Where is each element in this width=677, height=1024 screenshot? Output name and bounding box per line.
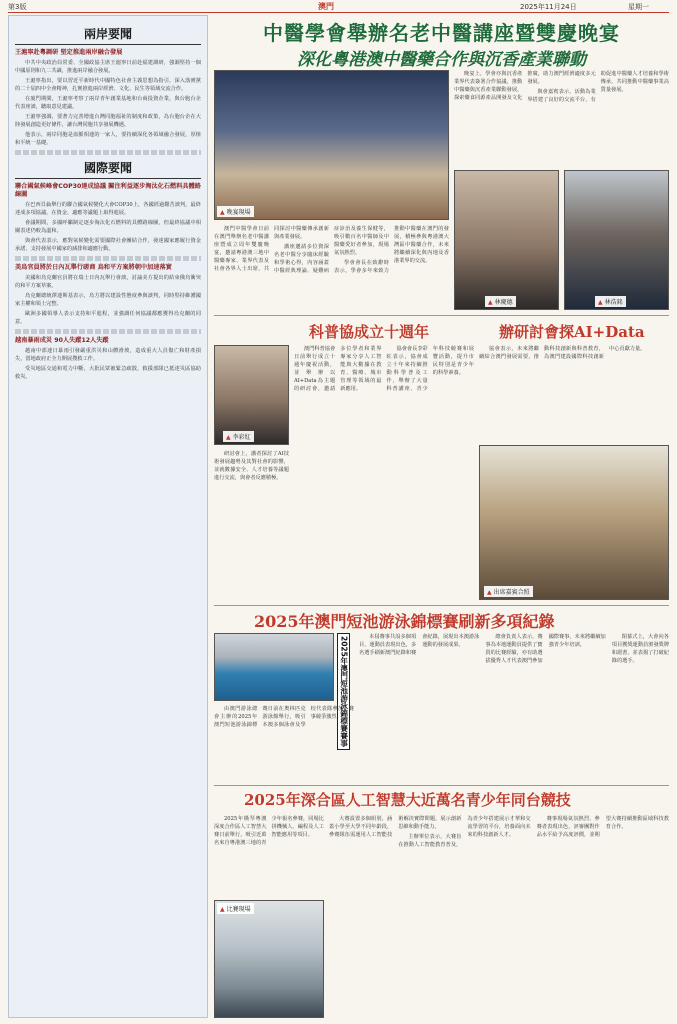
paragraph: 在巴西貝倫舉行的聯合國氣候變化大會COP30上，各國經過艱苦談判，最終達成多項協議，在資金、適應等議題上取得進展。 [15, 201, 201, 216]
paragraph: 與會嘉賓表示，活動為業界搭建了良好的交流平台，有助促進中醫藥人才培養和學術傳承，共同推動中醫藥事業高質量發展。 [527, 71, 669, 104]
paragraph: 賽事現場氣氛熱烈，參賽者表現出色，評審團對作品水平給予高度評價，並期望大賽持續推動區域科技教育合作。 [536, 816, 669, 839]
swimming-story-text-a [214, 705, 354, 780]
paragraph: 晚宴上，學會亦與沉香產業界代表簽署合作協議，推動中醫藥與沉香產業聯動發展，探索藥食同源產品開發及文化推廣，助力澳門經濟適度多元發展。 [454, 71, 596, 102]
li-caihong-photo: ▲ 李彩紅 [214, 345, 289, 445]
paragraph: 協會會長李彩紅表示，協會成立十年來持續推動科學普及工作，舉辦了大量科普講座、青少年科技競賽和展覽活動，提升市民特別是青少年的科學素養。 [386, 346, 474, 393]
swimming-vertical-label: 2025年澳門短池游泳錦標賽賽事 [337, 633, 350, 750]
us-ukraine-body [15, 274, 201, 326]
tcm-story-text-b [454, 70, 669, 165]
text-filler [15, 329, 201, 334]
lin-haoming-photo: ▲ 林浩銘 [564, 170, 669, 310]
paragraph: 研討會上，講者探討了AI技術發展趨勢及其對社會的影響，並就數據安全、人才培養等議題進行交流，與會者反應積極。 [214, 451, 289, 482]
ai-contest-headline: 2025年深合區人工智慧大近萬名青少年同台競技 [244, 791, 571, 809]
paragraph: 由澳門游泳總會主辦的2025年澳門短池游泳錦標賽日前在奧林匹克游泳館舉行，吸引本澳多個泳會及學校代表隊參加，賽事競爭激烈。 [214, 706, 354, 729]
paragraph: 主辦單位表示，大賽旨在推動人工智能教育普及，為青少年搭建展示才華和交流學習的平台，培養面向未來的科技創新人才。 [398, 816, 531, 849]
swimming-story-text-b [359, 633, 669, 780]
paragraph: 越南中部連日暴雨引發嚴重洪災和山體滑坡，造成重大人員傷亡和財產損失，當地政府正全力開展搜救工作。 [15, 348, 201, 363]
paragraph: 歐洲多國領導人表示支持和平進程，並強調任何協議都應獲得烏克蘭的同意。 [15, 311, 201, 326]
dinner-photo: ▲ 晚宴現場 [214, 70, 449, 220]
newspaper-logo: 澳門 [318, 2, 334, 11]
cross-strait-title: 兩岸要聞 [15, 25, 201, 45]
science-story-text-a [294, 345, 474, 600]
science-story-text-c [479, 345, 669, 440]
swimming-photo [214, 633, 334, 701]
paragraph: 2025年橫琴粵澳深度合作區人工智慧大賽日前舉行，吸引近萬名來自粵港澳三地的青少年報名參賽，同場比拼機械人、編程及人工智能應用等項目。 [214, 816, 324, 847]
paragraph: 學會會長在致辭時表示，學會多年來致力推動中醫藥在澳門的發展，積極參與粵港澳大灣區中醫藥合作，未來將繼續深化與內地及香港業界的交流。 [334, 226, 449, 275]
contest-photo: ▲ 比賽現場 [214, 900, 324, 1018]
issue-weekday: 星期一 [628, 3, 649, 11]
paragraph: 總會負責人表示，賽事為本地運動員提供了寶貴的比賽經驗，亦有助選拔優秀人才代表澳門參加國際賽事，未來將繼續加強青少年培訓。 [485, 634, 606, 665]
cop30-headline: 聯合國氣候峰會COP30達成協議 關注利益逐步淘汰化石燃料具體路線圖 [15, 183, 201, 199]
paragraph: 本屆賽事共設多個項目，運動員表現出色，多名選手刷新澳門紀錄和賽會紀錄，展現出本澳游泳運動的發展成果。 [359, 634, 480, 657]
divider [214, 605, 669, 606]
main-news-area [214, 15, 669, 1018]
cross-strait-body [15, 59, 201, 148]
paragraph: 美國和烏克蘭官員將在瑞士日內瓦舉行會談，討論美方提出的結束俄烏衝突的和平方案草案。 [15, 275, 201, 290]
lin-qingde-photo: ▲ 林慶德 [454, 170, 559, 310]
paragraph: 與會代表表示，應對氣候變化需要國際社會團結合作，發達國家應履行資金承諾，支持發展中國家的減排和適應行動。 [15, 238, 201, 253]
page-number: 第3版 [8, 3, 27, 11]
text-filler [15, 150, 201, 155]
paragraph: 烏克蘭總統澤連斯基表示，烏方將以建設性態度參與談判，同時堅持維護國家主權和領土完整。 [15, 293, 201, 308]
swimming-headline: 2025年澳門短池游泳錦標賽刷新多項紀錄 [254, 612, 555, 631]
ai-contest-text-a [214, 815, 324, 895]
paragraph: 王滬寧指出，要以習近平新時代中國特色社會主義思想為指引，深入落實黨的二十屆四中全會精神，扎實推進兩岸經濟、文化、民生等領域交流合作。 [15, 77, 201, 92]
vietnam-body [15, 347, 201, 381]
header-rule [8, 12, 669, 13]
vietnam-headline: 越南暴雨成災 90人失蹤12人失蹤 [15, 337, 109, 345]
divider [214, 785, 669, 786]
paragraph: 澳門中醫學會日前在澳門舉辦名老中醫講座暨成立周年雙慶晚宴，邀請粵港澳三地中醫藥專家、業界代表及社會各界人士出席，共同探討中醫藥傳承創新與產業發展。 [214, 226, 329, 273]
international-title: 國際要聞 [15, 159, 201, 179]
cop30-body [15, 201, 201, 253]
text-filler [15, 256, 201, 261]
divider [214, 315, 669, 316]
paragraph: 會議期間，多國呼籲制定逐步淘汰化石燃料的具體路線圖，但最終協議中相關表述仍較為溫和。 [15, 220, 201, 235]
us-ukraine-headline: 美烏官員將於日內瓦舉行磋商 烏和平方案將朝中加速落實 [15, 264, 172, 272]
paragraph: 閉幕式上，大會向各項目獲獎運動員頒發獎牌和證書，並表揚了打破紀錄的選手。 [611, 634, 669, 665]
tcm-story-text-a [214, 225, 449, 310]
science-association-headline: 科普協成立十週年 [309, 323, 430, 341]
ai-data-headline: 辦研討會探AI+Data [499, 323, 645, 341]
paragraph: 講座邀請多位資深名老中醫分享臨床經驗和學術心得，內容涵蓋中醫經典理論、疑難病症診治及養生保健等，吸引數百名中醫師及中醫藥愛好者參加，現場氣氛熱烈。 [274, 226, 389, 275]
paragraph: 中共中央政治局常委、全國政協主席王滬寧日前赴福建調研，強調堅持一個中國原則和九二共識，推進兩岸融合發展。 [15, 59, 201, 74]
left-news-column [8, 15, 208, 1018]
tcm-subheadline: 深化粵港澳中醫藥合作與沉香產業聯動 [297, 50, 586, 70]
issue-date: 2025年11月24日 [520, 3, 577, 11]
paragraph: 王滬寧強調，要著力完善增進台灣同胞福祉的制度和政策，為台胞台企在大陸發展創造更好條件，讓台灣同胞共享發展機遇。 [15, 114, 201, 129]
paragraph: 澳門科普協會日前舉行成立十週年慶祝活動，並舉辦以AI+Data為主題的研討會，邀請多位學者和業界專家分享人工智能與大數據在教育、醫療、城市管理等領域的最新應用。 [294, 346, 382, 393]
cross-strait-headline: 王滬寧赴粵調研 堅定推進兩岸融合發展 [15, 49, 123, 56]
paragraph: 協會表示，未來將繼續結合澳門發展需要，推動科技創新與科普教育，為澳門建設國際科技創新中心貢獻力量。 [479, 346, 646, 361]
science-story-text-b [214, 450, 289, 600]
paragraph: 在廈門期間，王滬寧考察了兩岸青年創業基地和台商投資企業，與台胞台企代表座談，聽取意見建議。 [15, 96, 201, 111]
ai-contest-text-b [329, 815, 669, 1018]
paragraph: 他表示，兩岸同胞是血脈相連的一家人，要持續深化各領域融合發展，厚植和平統一基礎。 [15, 132, 201, 147]
paragraph: 受災地區交通和電力中斷，大批民眾被緊急疏散，救援部隊已抵達災區協助救災。 [15, 366, 201, 381]
guests-group-photo: ▲ 出席嘉賓合照 [479, 445, 669, 600]
paragraph: 大賽設置多個組別，涵蓋小學至大學不同年齡段，參賽隊伍需運用人工智能技術解決實際問題，展示創新思維和動手能力。 [329, 816, 462, 839]
tcm-headline: 中醫學會舉辦名老中醫講座暨雙慶晚宴 [263, 21, 620, 45]
page-header [0, 0, 677, 12]
